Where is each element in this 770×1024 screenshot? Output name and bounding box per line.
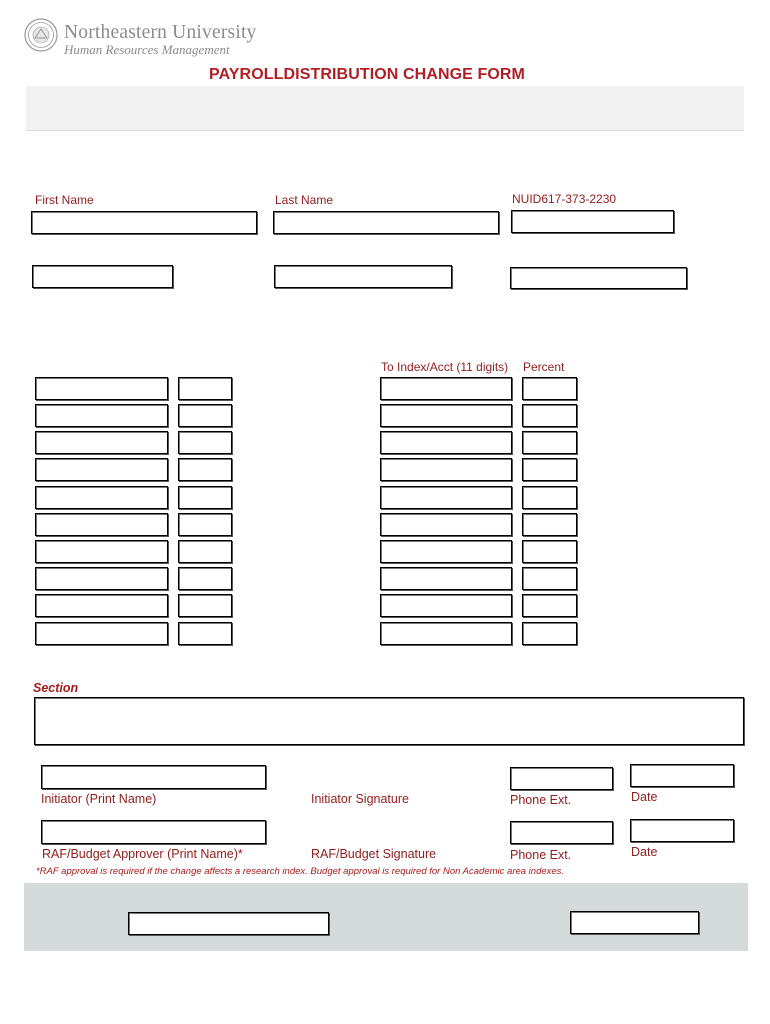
initiator-print-name-label: Initiator (Print Name): [41, 792, 157, 806]
from-index-field[interactable]: [35, 458, 168, 481]
section-textarea[interactable]: [34, 697, 744, 745]
section-heading: Section: [33, 681, 79, 695]
first-name-label: First Name: [35, 193, 94, 207]
from-percent-field[interactable]: [178, 540, 232, 563]
from-index-field[interactable]: [35, 594, 168, 617]
initiator-date-label: Date: [631, 790, 658, 804]
from-index-field[interactable]: [35, 377, 168, 400]
to-percent-field[interactable]: [522, 540, 577, 563]
raf-date-label: Date: [631, 845, 658, 859]
to-percent-field[interactable]: [522, 622, 577, 645]
from-index-field[interactable]: [35, 431, 168, 454]
employee-info-field-2[interactable]: [274, 265, 452, 288]
from-index-field[interactable]: [35, 567, 168, 590]
nuid-field[interactable]: [511, 210, 674, 233]
to-index-field[interactable]: [380, 540, 512, 563]
to-index-field[interactable]: [380, 486, 512, 509]
initiator-print-name-field[interactable]: [41, 765, 266, 789]
initiator-phone-field[interactable]: [510, 767, 613, 790]
initiator-phone-label: Phone Ext.: [510, 793, 572, 807]
raf-date-field[interactable]: [630, 819, 734, 842]
to-index-field[interactable]: [380, 594, 512, 617]
to-index-field[interactable]: [380, 458, 512, 481]
from-index-field[interactable]: [35, 404, 168, 427]
initiator-date-field[interactable]: [630, 764, 734, 787]
from-percent-field[interactable]: [178, 513, 232, 536]
raf-approval-note: *RAF approval is required if the change affects a research index. Budget approval is required for Non Academic area indexes.: [36, 866, 565, 877]
last-name-field[interactable]: [273, 211, 499, 234]
raf-approver-print-name-field[interactable]: [41, 820, 266, 844]
employee-info-field-1[interactable]: [32, 265, 173, 288]
raf-signature-label: RAF/Budget Signature: [311, 847, 437, 861]
to-index-label: To Index/Acct (11 digits): [381, 360, 509, 374]
office-use-field-2[interactable]: [570, 911, 699, 934]
from-percent-field[interactable]: [178, 594, 232, 617]
from-percent-field[interactable]: [178, 486, 232, 509]
raf-phone-field[interactable]: [510, 821, 613, 844]
university-seal-icon: [24, 18, 58, 52]
from-index-field[interactable]: [35, 622, 168, 645]
to-percent-field[interactable]: [522, 567, 577, 590]
to-index-field[interactable]: [380, 513, 512, 536]
to-index-field[interactable]: [380, 404, 512, 427]
from-percent-field[interactable]: [178, 431, 232, 454]
employee-info-field-3[interactable]: [510, 267, 687, 289]
raf-phone-label: Phone Ext.: [510, 848, 572, 862]
from-percent-field[interactable]: [178, 404, 232, 427]
to-index-field[interactable]: [380, 567, 512, 590]
to-percent-field[interactable]: [522, 486, 577, 509]
to-index-field[interactable]: [380, 377, 512, 400]
office-use-field-1[interactable]: [128, 912, 329, 935]
to-index-field[interactable]: [380, 622, 512, 645]
from-index-field[interactable]: [35, 540, 168, 563]
raf-approver-print-name-label: RAF/Budget Approver (Print Name)*: [42, 847, 243, 861]
department-name: Human Resources Management: [64, 42, 230, 57]
initiator-signature-label: Initiator Signature: [311, 792, 409, 806]
from-percent-field[interactable]: [178, 458, 232, 481]
nuid-label: NUID617-373-2230: [512, 192, 617, 206]
university-name: Northeastern University: [64, 22, 257, 43]
form-title: PAYROLLDISTRIBUTION CHANGE FORM: [209, 66, 525, 83]
first-name-field[interactable]: [31, 211, 257, 234]
to-percent-field[interactable]: [522, 513, 577, 536]
to-percent-field[interactable]: [522, 458, 577, 481]
from-index-field[interactable]: [35, 513, 168, 536]
to-percent-field[interactable]: [522, 377, 577, 400]
to-percent-field[interactable]: [522, 404, 577, 427]
from-percent-field[interactable]: [178, 567, 232, 590]
percent-label: Percent: [523, 360, 565, 374]
to-index-field[interactable]: [380, 431, 512, 454]
from-percent-field[interactable]: [178, 622, 232, 645]
from-percent-field[interactable]: [178, 377, 232, 400]
top-info-band: [26, 86, 744, 131]
to-percent-field[interactable]: [522, 431, 577, 454]
to-percent-field[interactable]: [522, 594, 577, 617]
from-index-field[interactable]: [35, 486, 168, 509]
last-name-label: Last Name: [275, 193, 334, 207]
